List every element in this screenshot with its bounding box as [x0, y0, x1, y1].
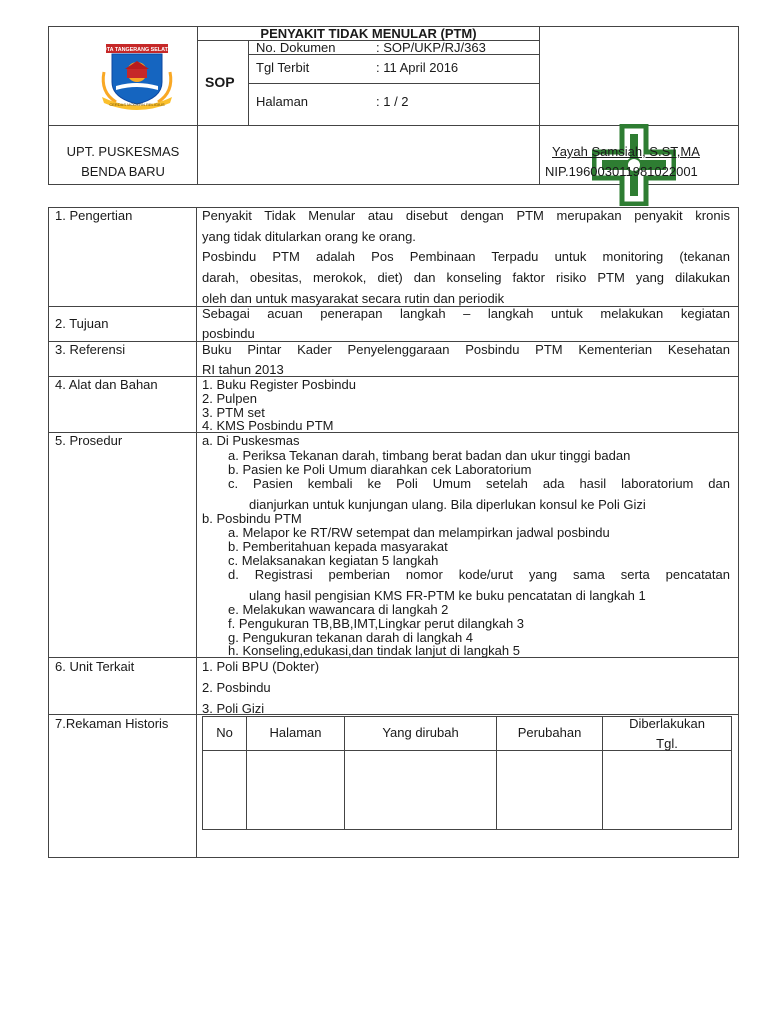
list-item: 1. Poli BPU (Dokter) [202, 659, 320, 674]
section-label-tujuan: 2. Tujuan [55, 316, 109, 331]
prosedur-subtitle-a: a. Di Puskesmas [202, 433, 300, 448]
no-dokumen-label: No. Dokumen [256, 40, 336, 55]
list-item: a. Melapor ke RT/RW setempat dan melampirkan jadwal posbindu [228, 525, 610, 540]
tgl-terbit-label: Tgl Terbit [256, 60, 310, 75]
section-label-prosedur: 5. Prosedur [55, 433, 123, 448]
list-item: h. Konseling,edukasi,dan tindak lanjut di langkah 5 [228, 643, 520, 658]
no-dokumen-value: : SOP/UKP/RJ/363 [376, 40, 486, 55]
list-item: 1. Buku Register Posbindu [202, 377, 356, 392]
list-item: 2. Pulpen [202, 391, 257, 406]
section-label-alat: 4. Alat dan Bahan [55, 377, 158, 392]
halaman-label: Halaman [256, 94, 309, 109]
prosedur-subtitle-b: b. Posbindu PTM [202, 511, 302, 526]
list-item: g. Pengukuran tekanan darah di langkah 4 [228, 630, 474, 645]
section-label-unit: 6. Unit Terkait [55, 659, 135, 674]
column-header-perubahan: Perubahan [517, 725, 582, 740]
city-emblem-logo [96, 42, 178, 110]
column-header-tgl: Tgl. [656, 736, 678, 751]
column-header-no: No [216, 725, 233, 740]
list-item: c. Melaksanakan kegiatan 5 langkah [228, 553, 439, 568]
section-label-pengertian: 1. Pengertian [55, 208, 133, 223]
halaman-value: : 1 / 2 [376, 94, 409, 109]
org-name-line2: BENDA BARU [81, 164, 165, 179]
list-item: 2. Posbindu [202, 680, 271, 695]
sop-label: SOP [205, 74, 235, 90]
list-item: a. Periksa Tekanan darah, timbang berat badan dan ukur tinggi badan [228, 448, 631, 463]
list-item: ulang hasil pengisian KMS FR-PTM ke buku pencatatan di langkah 1 [249, 588, 646, 603]
list-item: d. Registrasi pemberian nomor kode/urut yang sama serta pencatatan [228, 567, 730, 582]
column-header-yang-dirubah: Yang dirubah [382, 725, 459, 740]
column-header-diberlakukan: Diberlakukan [629, 716, 705, 731]
signer-name: Yayah Samsiah, S.ST,MA [552, 144, 700, 159]
document-title: PENYAKIT TIDAK MENULAR (PTM) [260, 26, 477, 41]
list-item: c. Pasien kembali ke Poli Umum setelah ada hasil laboratorium dan [228, 476, 730, 491]
list-item: 3. Poli Gizi [202, 701, 265, 716]
section-label-referensi: 3. Referensi [55, 342, 126, 357]
list-item: b. Pemberitahuan kepada masyarakat [228, 539, 448, 554]
list-item: b. Pasien ke Poli Umum diarahkan cek Laboratorium [228, 462, 532, 477]
logo-motto-text: CERDAS MODERN RELIGIUS [109, 102, 165, 107]
signer-nip: NIP.196003011981022001 [545, 164, 698, 179]
org-name-line1: UPT. PUSKESMAS [66, 144, 180, 159]
list-item: dianjurkan untuk kunjungan ulang. Bila diperlukan konsul ke Poli Gizi [249, 497, 646, 512]
list-item: e. Melakukan wawancara di langkah 2 [228, 602, 449, 617]
section-label-rekaman: 7.Rekaman Historis [55, 716, 169, 731]
list-item: f. Pengukuran TB,BB,IMT,Lingkar perut dilangkah 3 [228, 616, 525, 631]
list-item: 3. PTM set [202, 405, 265, 420]
logo-banner-text: KOTA TANGERANG SELATAN [98, 47, 176, 53]
list-item: 4. KMS Posbindu PTM [202, 418, 334, 433]
column-header-halaman: Halaman [269, 725, 322, 740]
tgl-terbit-value: : 11 April 2016 [376, 60, 459, 75]
